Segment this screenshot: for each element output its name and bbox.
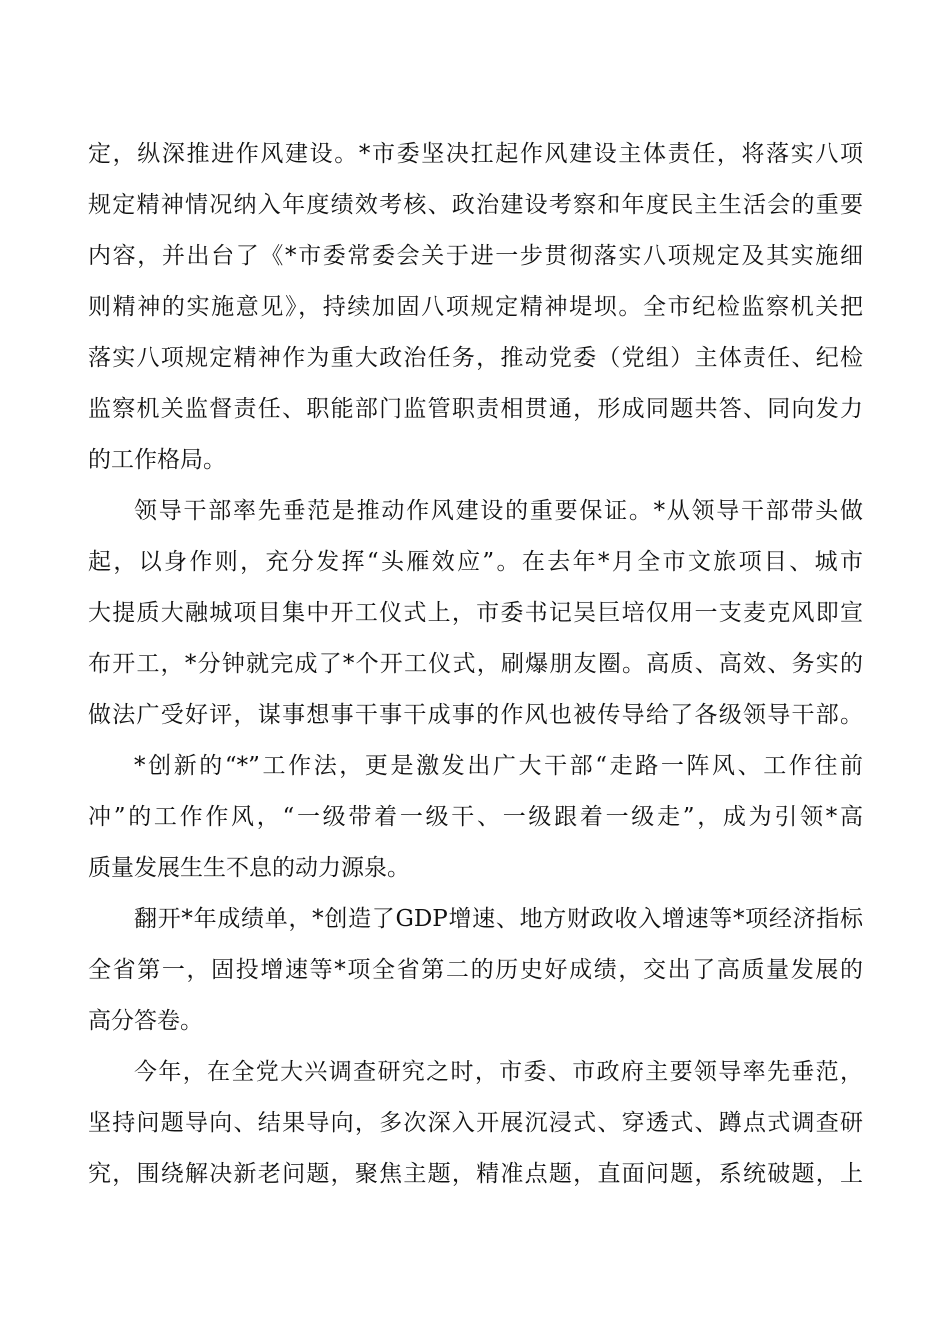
text-line: 冲”的工作作风，“一级带着一级干、一级跟着一级走”，成为引领*高 (88, 804, 863, 830)
paragraph-2 (88, 486, 863, 741)
text-line: *创新的“*”工作法，更是激发出广大干部“走路一阵风、工作往前 (134, 753, 863, 779)
text-line: 大提质大融城项目集中开工仪式上，市委书记吴巨培仅用一支麦克风即宣 (88, 600, 863, 626)
text-line: 究，围绕解决新老问题，聚焦主题，精准点题，直面问题，系统破题，上 (88, 1161, 863, 1187)
text-line: 规定精神情况纳入年度绩效考核、政治建设考察和年度民主生活会的重要 (88, 192, 863, 218)
text-line: 全省第一，固投增速等*项全省第二的历史好成绩，交出了高质量发展的 (88, 957, 863, 983)
paragraph-4 (88, 894, 863, 1047)
text-line: 翻开*年成绩单，*创造了GDP增速、地方财政收入增速等*项经济指标 (134, 906, 863, 932)
text-line: 监察机关监督责任、职能部门监管职责相贯通，形成同题共答、同向发力 (88, 396, 863, 422)
paragraph-1 (88, 129, 863, 486)
text-line: 今年，在全党大兴调查研究之时，市委、市政府主要领导率先垂范， (134, 1059, 863, 1085)
text-line: 起，以身作则，充分发挥“头雁效应”。在去年*月全市文旅项目、城市 (88, 549, 863, 575)
text-line: 定，纵深推进作风建设。*市委坚决扛起作风建设主体责任，将落实八项 (88, 141, 863, 167)
text-line: 高分答卷。 (88, 1008, 203, 1034)
text-line: 落实八项规定精神作为重大政治任务，推动党委（党组）主体责任、纪检 (88, 345, 863, 371)
text-line: 布开工，*分钟就完成了*个开工仪式，刷爆朋友圈。高质、高效、务实的 (88, 651, 863, 677)
text-line: 做法广受好评，谋事想事干事干成事的作风也被传导给了各级领导干部。 (88, 702, 863, 728)
text-line: 质量发展生生不息的动力源泉。 (88, 855, 410, 881)
text-line: 则精神的实施意见》，持续加固八项规定精神堤坝。全市纪检监察机关把 (88, 294, 863, 320)
paragraph-5 (88, 1047, 863, 1200)
paragraph-3 (88, 741, 863, 894)
document-body (88, 129, 863, 1200)
text-line: 的工作格局。 (88, 447, 226, 473)
text-line: 领导干部率先垂范是推动作风建设的重要保证。*从领导干部带头做 (134, 498, 863, 524)
text-line: 内容，并出台了《*市委常委会关于进一步贯彻落实八项规定及其实施细 (88, 243, 863, 269)
text-line: 坚持问题导向、结果导向，多次深入开展沉浸式、穿透式、蹲点式调查研 (88, 1110, 863, 1136)
